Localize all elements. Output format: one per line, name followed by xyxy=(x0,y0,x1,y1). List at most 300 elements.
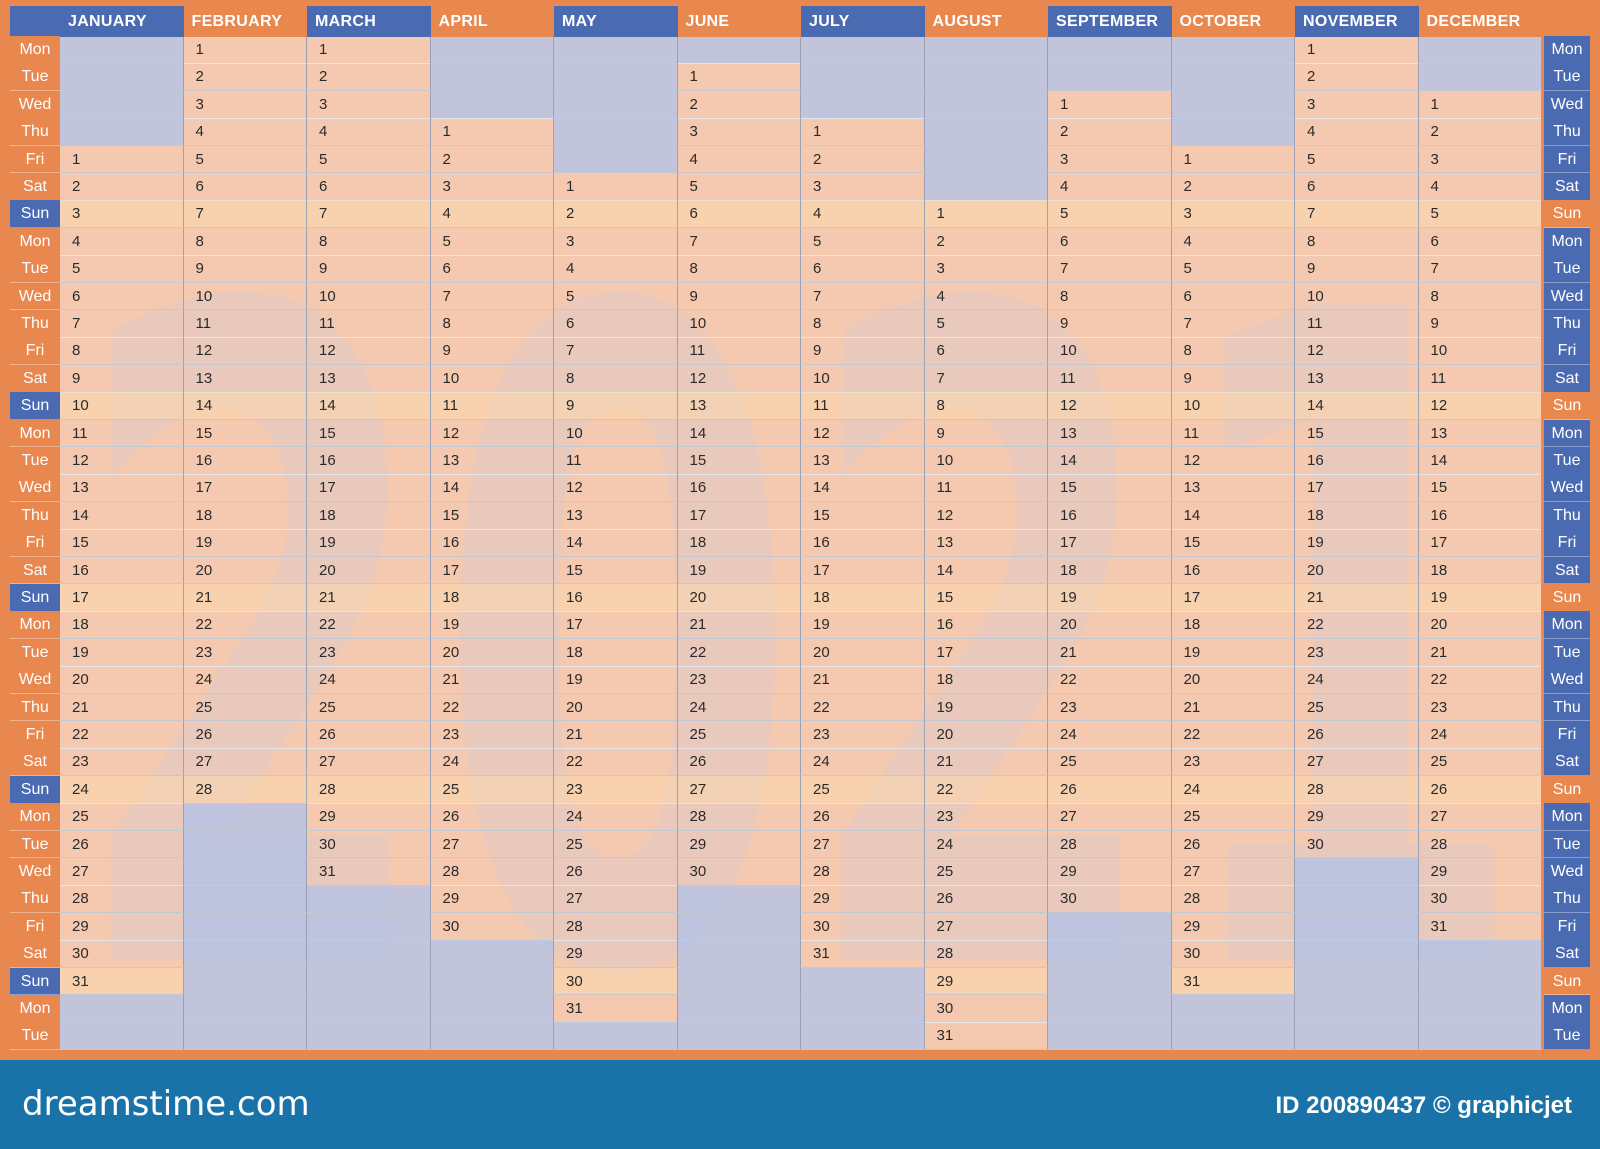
day-cell[interactable]: 6 xyxy=(1295,173,1419,201)
day-cell[interactable]: 5 xyxy=(1419,200,1543,228)
day-cell[interactable]: 23 xyxy=(1048,694,1172,722)
day-cell[interactable]: 25 xyxy=(60,803,184,831)
day-cell[interactable]: 8 xyxy=(1295,228,1419,256)
day-cell[interactable]: 30 xyxy=(307,831,431,859)
day-cell[interactable]: 21 xyxy=(1172,694,1296,722)
day-cell[interactable]: 23 xyxy=(925,803,1049,831)
day-cell[interactable]: 7 xyxy=(554,337,678,365)
day-cell[interactable]: 29 xyxy=(1419,858,1543,886)
day-cell[interactable]: 20 xyxy=(60,666,184,694)
day-cell[interactable]: 29 xyxy=(60,913,184,941)
day-cell[interactable]: 29 xyxy=(678,831,802,859)
day-cell[interactable]: 30 xyxy=(554,968,678,996)
day-cell[interactable]: 23 xyxy=(1172,748,1296,776)
day-cell[interactable]: 9 xyxy=(1295,255,1419,283)
day-cell[interactable]: 3 xyxy=(925,255,1049,283)
day-cell[interactable]: 28 xyxy=(1295,776,1419,804)
day-cell[interactable]: 27 xyxy=(307,748,431,776)
day-cell[interactable]: 7 xyxy=(431,283,555,311)
day-cell[interactable]: 22 xyxy=(1172,721,1296,749)
day-cell[interactable]: 9 xyxy=(184,255,308,283)
day-cell[interactable]: 26 xyxy=(678,748,802,776)
day-cell[interactable]: 4 xyxy=(801,200,925,228)
day-cell[interactable]: 20 xyxy=(1048,611,1172,639)
day-cell[interactable]: 26 xyxy=(1172,831,1296,859)
day-cell[interactable]: 13 xyxy=(1295,365,1419,393)
day-cell[interactable]: 8 xyxy=(678,255,802,283)
day-cell[interactable]: 11 xyxy=(307,310,431,338)
day-cell[interactable]: 20 xyxy=(1172,666,1296,694)
day-cell[interactable]: 7 xyxy=(1295,200,1419,228)
day-cell[interactable]: 1 xyxy=(678,63,802,91)
day-cell[interactable]: 4 xyxy=(184,118,308,146)
day-cell[interactable]: 8 xyxy=(431,310,555,338)
day-cell[interactable]: 30 xyxy=(678,858,802,886)
day-cell[interactable]: 28 xyxy=(184,776,308,804)
day-cell[interactable]: 20 xyxy=(801,639,925,667)
day-cell[interactable]: 16 xyxy=(1172,557,1296,585)
day-cell[interactable]: 20 xyxy=(184,557,308,585)
day-cell[interactable]: 2 xyxy=(801,146,925,174)
day-cell[interactable]: 30 xyxy=(801,913,925,941)
day-cell[interactable]: 8 xyxy=(60,337,184,365)
day-cell[interactable]: 18 xyxy=(1172,611,1296,639)
day-cell[interactable]: 21 xyxy=(431,666,555,694)
day-cell[interactable]: 1 xyxy=(1172,146,1296,174)
day-cell[interactable]: 20 xyxy=(678,584,802,612)
day-cell[interactable]: 28 xyxy=(307,776,431,804)
day-cell[interactable]: 28 xyxy=(1048,831,1172,859)
day-cell[interactable]: 6 xyxy=(554,310,678,338)
day-cell[interactable]: 23 xyxy=(1419,694,1543,722)
day-cell[interactable]: 12 xyxy=(307,337,431,365)
day-cell[interactable]: 14 xyxy=(1295,392,1419,420)
day-cell[interactable]: 12 xyxy=(554,474,678,502)
day-cell[interactable]: 21 xyxy=(678,611,802,639)
day-cell[interactable]: 3 xyxy=(307,91,431,119)
day-cell[interactable]: 24 xyxy=(1172,776,1296,804)
day-cell[interactable]: 15 xyxy=(925,584,1049,612)
day-cell[interactable]: 4 xyxy=(554,255,678,283)
day-cell[interactable]: 19 xyxy=(801,611,925,639)
day-cell[interactable]: 27 xyxy=(554,885,678,913)
day-cell[interactable]: 7 xyxy=(1419,255,1543,283)
day-cell[interactable]: 5 xyxy=(925,310,1049,338)
day-cell[interactable]: 19 xyxy=(307,529,431,557)
day-cell[interactable]: 31 xyxy=(1419,913,1543,941)
day-cell[interactable]: 27 xyxy=(925,913,1049,941)
day-cell[interactable]: 26 xyxy=(1295,721,1419,749)
day-cell[interactable]: 12 xyxy=(431,420,555,448)
day-cell[interactable]: 3 xyxy=(1295,91,1419,119)
day-cell[interactable]: 12 xyxy=(925,502,1049,530)
day-cell[interactable]: 18 xyxy=(801,584,925,612)
day-cell[interactable]: 10 xyxy=(60,392,184,420)
day-cell[interactable]: 5 xyxy=(801,228,925,256)
day-cell[interactable]: 16 xyxy=(60,557,184,585)
day-cell[interactable]: 29 xyxy=(1295,803,1419,831)
day-cell[interactable]: 20 xyxy=(925,721,1049,749)
day-cell[interactable]: 10 xyxy=(678,310,802,338)
day-cell[interactable]: 22 xyxy=(925,776,1049,804)
day-cell[interactable]: 12 xyxy=(1419,392,1543,420)
day-cell[interactable]: 13 xyxy=(431,447,555,475)
day-cell[interactable]: 8 xyxy=(184,228,308,256)
day-cell[interactable]: 14 xyxy=(184,392,308,420)
day-cell[interactable]: 2 xyxy=(431,146,555,174)
day-cell[interactable]: 5 xyxy=(1172,255,1296,283)
day-cell[interactable]: 2 xyxy=(1172,173,1296,201)
day-cell[interactable]: 25 xyxy=(801,776,925,804)
day-cell[interactable]: 19 xyxy=(925,694,1049,722)
day-cell[interactable]: 26 xyxy=(1419,776,1543,804)
day-cell[interactable]: 22 xyxy=(678,639,802,667)
day-cell[interactable]: 31 xyxy=(925,1022,1049,1050)
day-cell[interactable]: 20 xyxy=(1295,557,1419,585)
day-cell[interactable]: 12 xyxy=(1295,337,1419,365)
day-cell[interactable]: 13 xyxy=(678,392,802,420)
day-cell[interactable]: 2 xyxy=(60,173,184,201)
day-cell[interactable]: 29 xyxy=(1172,913,1296,941)
day-cell[interactable]: 11 xyxy=(60,420,184,448)
day-cell[interactable]: 15 xyxy=(1172,529,1296,557)
day-cell[interactable]: 21 xyxy=(307,584,431,612)
day-cell[interactable]: 29 xyxy=(307,803,431,831)
day-cell[interactable]: 16 xyxy=(925,611,1049,639)
day-cell[interactable]: 3 xyxy=(184,91,308,119)
day-cell[interactable]: 1 xyxy=(1048,91,1172,119)
day-cell[interactable]: 11 xyxy=(1419,365,1543,393)
day-cell[interactable]: 3 xyxy=(554,228,678,256)
day-cell[interactable]: 16 xyxy=(1295,447,1419,475)
day-cell[interactable]: 6 xyxy=(1172,283,1296,311)
day-cell[interactable]: 28 xyxy=(678,803,802,831)
day-cell[interactable]: 19 xyxy=(431,611,555,639)
day-cell[interactable]: 25 xyxy=(431,776,555,804)
day-cell[interactable]: 25 xyxy=(1419,748,1543,776)
day-cell[interactable]: 28 xyxy=(431,858,555,886)
day-cell[interactable]: 5 xyxy=(307,146,431,174)
day-cell[interactable]: 29 xyxy=(925,968,1049,996)
day-cell[interactable]: 15 xyxy=(801,502,925,530)
day-cell[interactable]: 25 xyxy=(554,831,678,859)
day-cell[interactable]: 10 xyxy=(1295,283,1419,311)
day-cell[interactable]: 3 xyxy=(1048,146,1172,174)
day-cell[interactable]: 1 xyxy=(801,118,925,146)
day-cell[interactable]: 17 xyxy=(925,639,1049,667)
day-cell[interactable]: 18 xyxy=(184,502,308,530)
day-cell[interactable]: 1 xyxy=(60,146,184,174)
day-cell[interactable]: 13 xyxy=(925,529,1049,557)
day-cell[interactable]: 14 xyxy=(307,392,431,420)
day-cell[interactable]: 26 xyxy=(925,885,1049,913)
day-cell[interactable]: 10 xyxy=(1172,392,1296,420)
day-cell[interactable]: 20 xyxy=(554,694,678,722)
day-cell[interactable]: 14 xyxy=(1419,447,1543,475)
day-cell[interactable]: 14 xyxy=(678,420,802,448)
day-cell[interactable]: 11 xyxy=(431,392,555,420)
day-cell[interactable]: 13 xyxy=(1048,420,1172,448)
day-cell[interactable]: 11 xyxy=(1295,310,1419,338)
day-cell[interactable]: 23 xyxy=(60,748,184,776)
day-cell[interactable]: 20 xyxy=(431,639,555,667)
day-cell[interactable]: 6 xyxy=(1048,228,1172,256)
day-cell[interactable]: 9 xyxy=(1048,310,1172,338)
day-cell[interactable]: 23 xyxy=(801,721,925,749)
day-cell[interactable]: 12 xyxy=(60,447,184,475)
day-cell[interactable]: 17 xyxy=(801,557,925,585)
day-cell[interactable]: 4 xyxy=(678,146,802,174)
day-cell[interactable]: 5 xyxy=(1048,200,1172,228)
day-cell[interactable]: 14 xyxy=(925,557,1049,585)
day-cell[interactable]: 23 xyxy=(554,776,678,804)
day-cell[interactable]: 6 xyxy=(1419,228,1543,256)
day-cell[interactable]: 7 xyxy=(184,200,308,228)
day-cell[interactable]: 26 xyxy=(431,803,555,831)
day-cell[interactable]: 22 xyxy=(1419,666,1543,694)
day-cell[interactable]: 27 xyxy=(1419,803,1543,831)
day-cell[interactable]: 17 xyxy=(1048,529,1172,557)
day-cell[interactable]: 15 xyxy=(554,557,678,585)
day-cell[interactable]: 16 xyxy=(1048,502,1172,530)
day-cell[interactable]: 6 xyxy=(60,283,184,311)
day-cell[interactable]: 10 xyxy=(801,365,925,393)
day-cell[interactable]: 2 xyxy=(184,63,308,91)
day-cell[interactable]: 14 xyxy=(801,474,925,502)
day-cell[interactable]: 27 xyxy=(60,858,184,886)
day-cell[interactable]: 3 xyxy=(1172,200,1296,228)
day-cell[interactable]: 28 xyxy=(925,940,1049,968)
day-cell[interactable]: 21 xyxy=(801,666,925,694)
day-cell[interactable]: 22 xyxy=(1295,611,1419,639)
day-cell[interactable]: 10 xyxy=(925,447,1049,475)
day-cell[interactable]: 25 xyxy=(1048,748,1172,776)
day-cell[interactable]: 17 xyxy=(1419,529,1543,557)
day-cell[interactable]: 11 xyxy=(1048,365,1172,393)
day-cell[interactable]: 10 xyxy=(184,283,308,311)
day-cell[interactable]: 30 xyxy=(1048,885,1172,913)
day-cell[interactable]: 22 xyxy=(1048,666,1172,694)
day-cell[interactable]: 16 xyxy=(1419,502,1543,530)
day-cell[interactable]: 9 xyxy=(307,255,431,283)
day-cell[interactable]: 18 xyxy=(678,529,802,557)
day-cell[interactable]: 15 xyxy=(60,529,184,557)
day-cell[interactable]: 14 xyxy=(60,502,184,530)
day-cell[interactable]: 30 xyxy=(925,995,1049,1023)
day-cell[interactable]: 19 xyxy=(1419,584,1543,612)
day-cell[interactable]: 8 xyxy=(1172,337,1296,365)
day-cell[interactable]: 7 xyxy=(678,228,802,256)
day-cell[interactable]: 8 xyxy=(554,365,678,393)
day-cell[interactable]: 31 xyxy=(307,858,431,886)
day-cell[interactable]: 23 xyxy=(431,721,555,749)
day-cell[interactable]: 9 xyxy=(801,337,925,365)
day-cell[interactable]: 2 xyxy=(1048,118,1172,146)
day-cell[interactable]: 25 xyxy=(1172,803,1296,831)
day-cell[interactable]: 16 xyxy=(801,529,925,557)
day-cell[interactable]: 23 xyxy=(307,639,431,667)
day-cell[interactable]: 20 xyxy=(307,557,431,585)
day-cell[interactable]: 11 xyxy=(554,447,678,475)
day-cell[interactable]: 18 xyxy=(925,666,1049,694)
day-cell[interactable]: 7 xyxy=(1048,255,1172,283)
day-cell[interactable]: 12 xyxy=(801,420,925,448)
day-cell[interactable]: 2 xyxy=(554,200,678,228)
day-cell[interactable]: 13 xyxy=(184,365,308,393)
day-cell[interactable]: 1 xyxy=(925,200,1049,228)
day-cell[interactable]: 9 xyxy=(925,420,1049,448)
day-cell[interactable]: 22 xyxy=(184,611,308,639)
day-cell[interactable]: 17 xyxy=(60,584,184,612)
day-cell[interactable]: 12 xyxy=(678,365,802,393)
day-cell[interactable]: 16 xyxy=(554,584,678,612)
day-cell[interactable]: 8 xyxy=(1419,283,1543,311)
day-cell[interactable]: 15 xyxy=(1048,474,1172,502)
day-cell[interactable]: 16 xyxy=(184,447,308,475)
day-cell[interactable]: 4 xyxy=(1419,173,1543,201)
day-cell[interactable]: 27 xyxy=(1172,858,1296,886)
day-cell[interactable]: 26 xyxy=(60,831,184,859)
day-cell[interactable]: 5 xyxy=(1295,146,1419,174)
day-cell[interactable]: 3 xyxy=(1419,146,1543,174)
day-cell[interactable]: 27 xyxy=(678,776,802,804)
day-cell[interactable]: 27 xyxy=(1295,748,1419,776)
day-cell[interactable]: 9 xyxy=(60,365,184,393)
day-cell[interactable]: 5 xyxy=(431,228,555,256)
day-cell[interactable]: 29 xyxy=(431,885,555,913)
day-cell[interactable]: 10 xyxy=(307,283,431,311)
day-cell[interactable]: 28 xyxy=(801,858,925,886)
day-cell[interactable]: 12 xyxy=(1048,392,1172,420)
day-cell[interactable]: 15 xyxy=(307,420,431,448)
day-cell[interactable]: 9 xyxy=(678,283,802,311)
day-cell[interactable]: 22 xyxy=(801,694,925,722)
day-cell[interactable]: 4 xyxy=(60,228,184,256)
day-cell[interactable]: 24 xyxy=(925,831,1049,859)
day-cell[interactable]: 17 xyxy=(431,557,555,585)
day-cell[interactable]: 25 xyxy=(925,858,1049,886)
day-cell[interactable]: 19 xyxy=(60,639,184,667)
day-cell[interactable]: 24 xyxy=(60,776,184,804)
day-cell[interactable]: 11 xyxy=(801,392,925,420)
day-cell[interactable]: 6 xyxy=(678,200,802,228)
day-cell[interactable]: 15 xyxy=(1295,420,1419,448)
day-cell[interactable]: 16 xyxy=(307,447,431,475)
day-cell[interactable]: 24 xyxy=(678,694,802,722)
day-cell[interactable]: 13 xyxy=(801,447,925,475)
day-cell[interactable]: 10 xyxy=(1419,337,1543,365)
day-cell[interactable]: 6 xyxy=(925,337,1049,365)
day-cell[interactable]: 30 xyxy=(431,913,555,941)
day-cell[interactable]: 27 xyxy=(184,748,308,776)
day-cell[interactable]: 20 xyxy=(1419,611,1543,639)
day-cell[interactable]: 26 xyxy=(307,721,431,749)
day-cell[interactable]: 7 xyxy=(1172,310,1296,338)
day-cell[interactable]: 15 xyxy=(1419,474,1543,502)
day-cell[interactable]: 1 xyxy=(554,173,678,201)
day-cell[interactable]: 22 xyxy=(307,611,431,639)
day-cell[interactable]: 23 xyxy=(184,639,308,667)
day-cell[interactable]: 14 xyxy=(1048,447,1172,475)
day-cell[interactable]: 28 xyxy=(1172,885,1296,913)
day-cell[interactable]: 14 xyxy=(554,529,678,557)
day-cell[interactable]: 17 xyxy=(184,474,308,502)
day-cell[interactable]: 4 xyxy=(1172,228,1296,256)
day-cell[interactable]: 24 xyxy=(1419,721,1543,749)
day-cell[interactable]: 8 xyxy=(1048,283,1172,311)
day-cell[interactable]: 21 xyxy=(1048,639,1172,667)
day-cell[interactable]: 11 xyxy=(925,474,1049,502)
day-cell[interactable]: 24 xyxy=(184,666,308,694)
day-cell[interactable]: 18 xyxy=(307,502,431,530)
day-cell[interactable]: 9 xyxy=(1172,365,1296,393)
day-cell[interactable]: 17 xyxy=(307,474,431,502)
day-cell[interactable]: 6 xyxy=(307,173,431,201)
day-cell[interactable]: 10 xyxy=(554,420,678,448)
day-cell[interactable]: 21 xyxy=(1419,639,1543,667)
day-cell[interactable]: 7 xyxy=(925,365,1049,393)
day-cell[interactable]: 16 xyxy=(431,529,555,557)
day-cell[interactable]: 9 xyxy=(1419,310,1543,338)
day-cell[interactable]: 30 xyxy=(1172,940,1296,968)
day-cell[interactable]: 15 xyxy=(678,447,802,475)
day-cell[interactable]: 10 xyxy=(431,365,555,393)
day-cell[interactable]: 21 xyxy=(1295,584,1419,612)
day-cell[interactable]: 9 xyxy=(431,337,555,365)
day-cell[interactable]: 3 xyxy=(801,173,925,201)
day-cell[interactable]: 21 xyxy=(184,584,308,612)
day-cell[interactable]: 28 xyxy=(554,913,678,941)
day-cell[interactable]: 21 xyxy=(60,694,184,722)
day-cell[interactable]: 4 xyxy=(925,283,1049,311)
day-cell[interactable]: 29 xyxy=(554,940,678,968)
day-cell[interactable]: 4 xyxy=(307,118,431,146)
day-cell[interactable]: 14 xyxy=(431,474,555,502)
day-cell[interactable]: 9 xyxy=(554,392,678,420)
day-cell[interactable]: 28 xyxy=(60,885,184,913)
day-cell[interactable]: 17 xyxy=(1172,584,1296,612)
day-cell[interactable]: 25 xyxy=(1295,694,1419,722)
day-cell[interactable]: 1 xyxy=(184,36,308,64)
day-cell[interactable]: 21 xyxy=(925,748,1049,776)
day-cell[interactable]: 19 xyxy=(1172,639,1296,667)
day-cell[interactable]: 30 xyxy=(1419,885,1543,913)
day-cell[interactable]: 24 xyxy=(431,748,555,776)
day-cell[interactable]: 2 xyxy=(678,91,802,119)
day-cell[interactable]: 22 xyxy=(554,748,678,776)
day-cell[interactable]: 30 xyxy=(60,940,184,968)
day-cell[interactable]: 6 xyxy=(801,255,925,283)
day-cell[interactable]: 13 xyxy=(1172,474,1296,502)
day-cell[interactable]: 6 xyxy=(431,255,555,283)
day-cell[interactable]: 13 xyxy=(307,365,431,393)
day-cell[interactable]: 29 xyxy=(801,885,925,913)
day-cell[interactable]: 22 xyxy=(431,694,555,722)
day-cell[interactable]: 25 xyxy=(678,721,802,749)
day-cell[interactable]: 31 xyxy=(801,940,925,968)
day-cell[interactable]: 11 xyxy=(184,310,308,338)
day-cell[interactable]: 3 xyxy=(60,200,184,228)
day-cell[interactable]: 4 xyxy=(1295,118,1419,146)
day-cell[interactable]: 21 xyxy=(554,721,678,749)
day-cell[interactable]: 1 xyxy=(307,36,431,64)
day-cell[interactable]: 24 xyxy=(1048,721,1172,749)
day-cell[interactable]: 5 xyxy=(60,255,184,283)
day-cell[interactable]: 2 xyxy=(1295,63,1419,91)
day-cell[interactable]: 3 xyxy=(678,118,802,146)
day-cell[interactable]: 15 xyxy=(184,420,308,448)
day-cell[interactable]: 5 xyxy=(184,146,308,174)
